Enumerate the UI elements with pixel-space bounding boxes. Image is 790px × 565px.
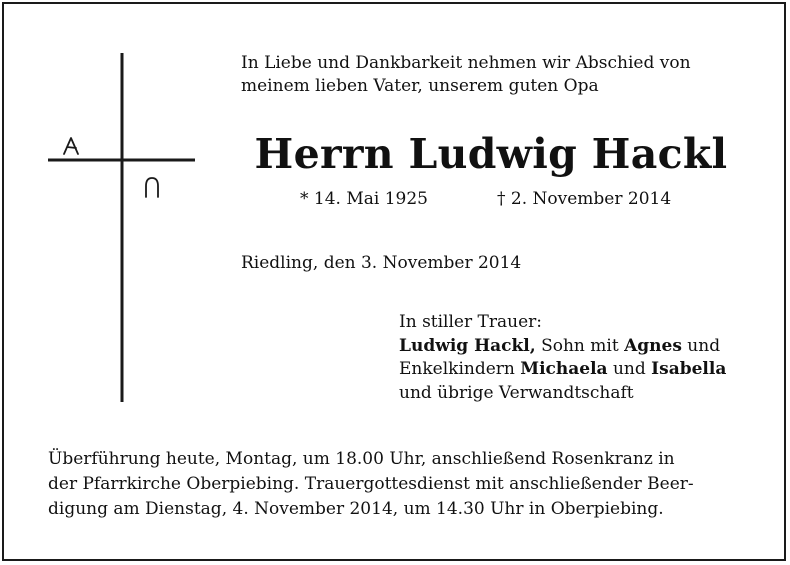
mourner-name: Agnes [624,335,682,356]
intro-line: In Liebe und Dankbarkeit nehmen wir Abschied von [241,53,691,73]
mourner-text: und [681,335,721,356]
death-date: † 2. November 2014 [497,189,672,209]
deceased-name: Herrn Ludwig Hackl [254,130,728,178]
mourners-block [399,311,726,405]
intro-line: meinem lieben Vater, unserem guten Opa [241,76,599,96]
mourners-line: und übrige Verwandtschaft [399,382,634,403]
funeral-info-line: der Pfarrkirche Oberpiebing. Trauergottesdienst mit anschließender Beer- [48,474,694,494]
mourner-text: und [607,359,652,379]
mourner-name: Ludwig Hackl, [399,335,536,356]
birth-date: * 14. Mai 1925 [300,189,428,209]
intro-text [241,52,761,98]
mourners-line [399,335,726,359]
mourner-name: Michaela [520,359,608,379]
mourner-name: Isabella [651,359,727,379]
funeral-info [48,447,748,522]
funeral-info-line: Überführung heute, Montag, um 18.00 Uhr, anschließend Rosenkranz in [48,449,675,469]
mourners-line [399,358,726,382]
place-date: Riedling, den 3. November 2014 [241,253,522,273]
mourner-text: Sohn mit [535,335,625,356]
mourner-text: Enkelkindern [399,359,521,379]
funeral-info-line: digung am Dienstag, 4. November 2014, um 14.30 Uhr in Oberpiebing. [48,499,664,519]
cross-alpha-omega-icon [40,50,200,410]
mourners-heading: In stiller Trauer: [399,312,542,332]
